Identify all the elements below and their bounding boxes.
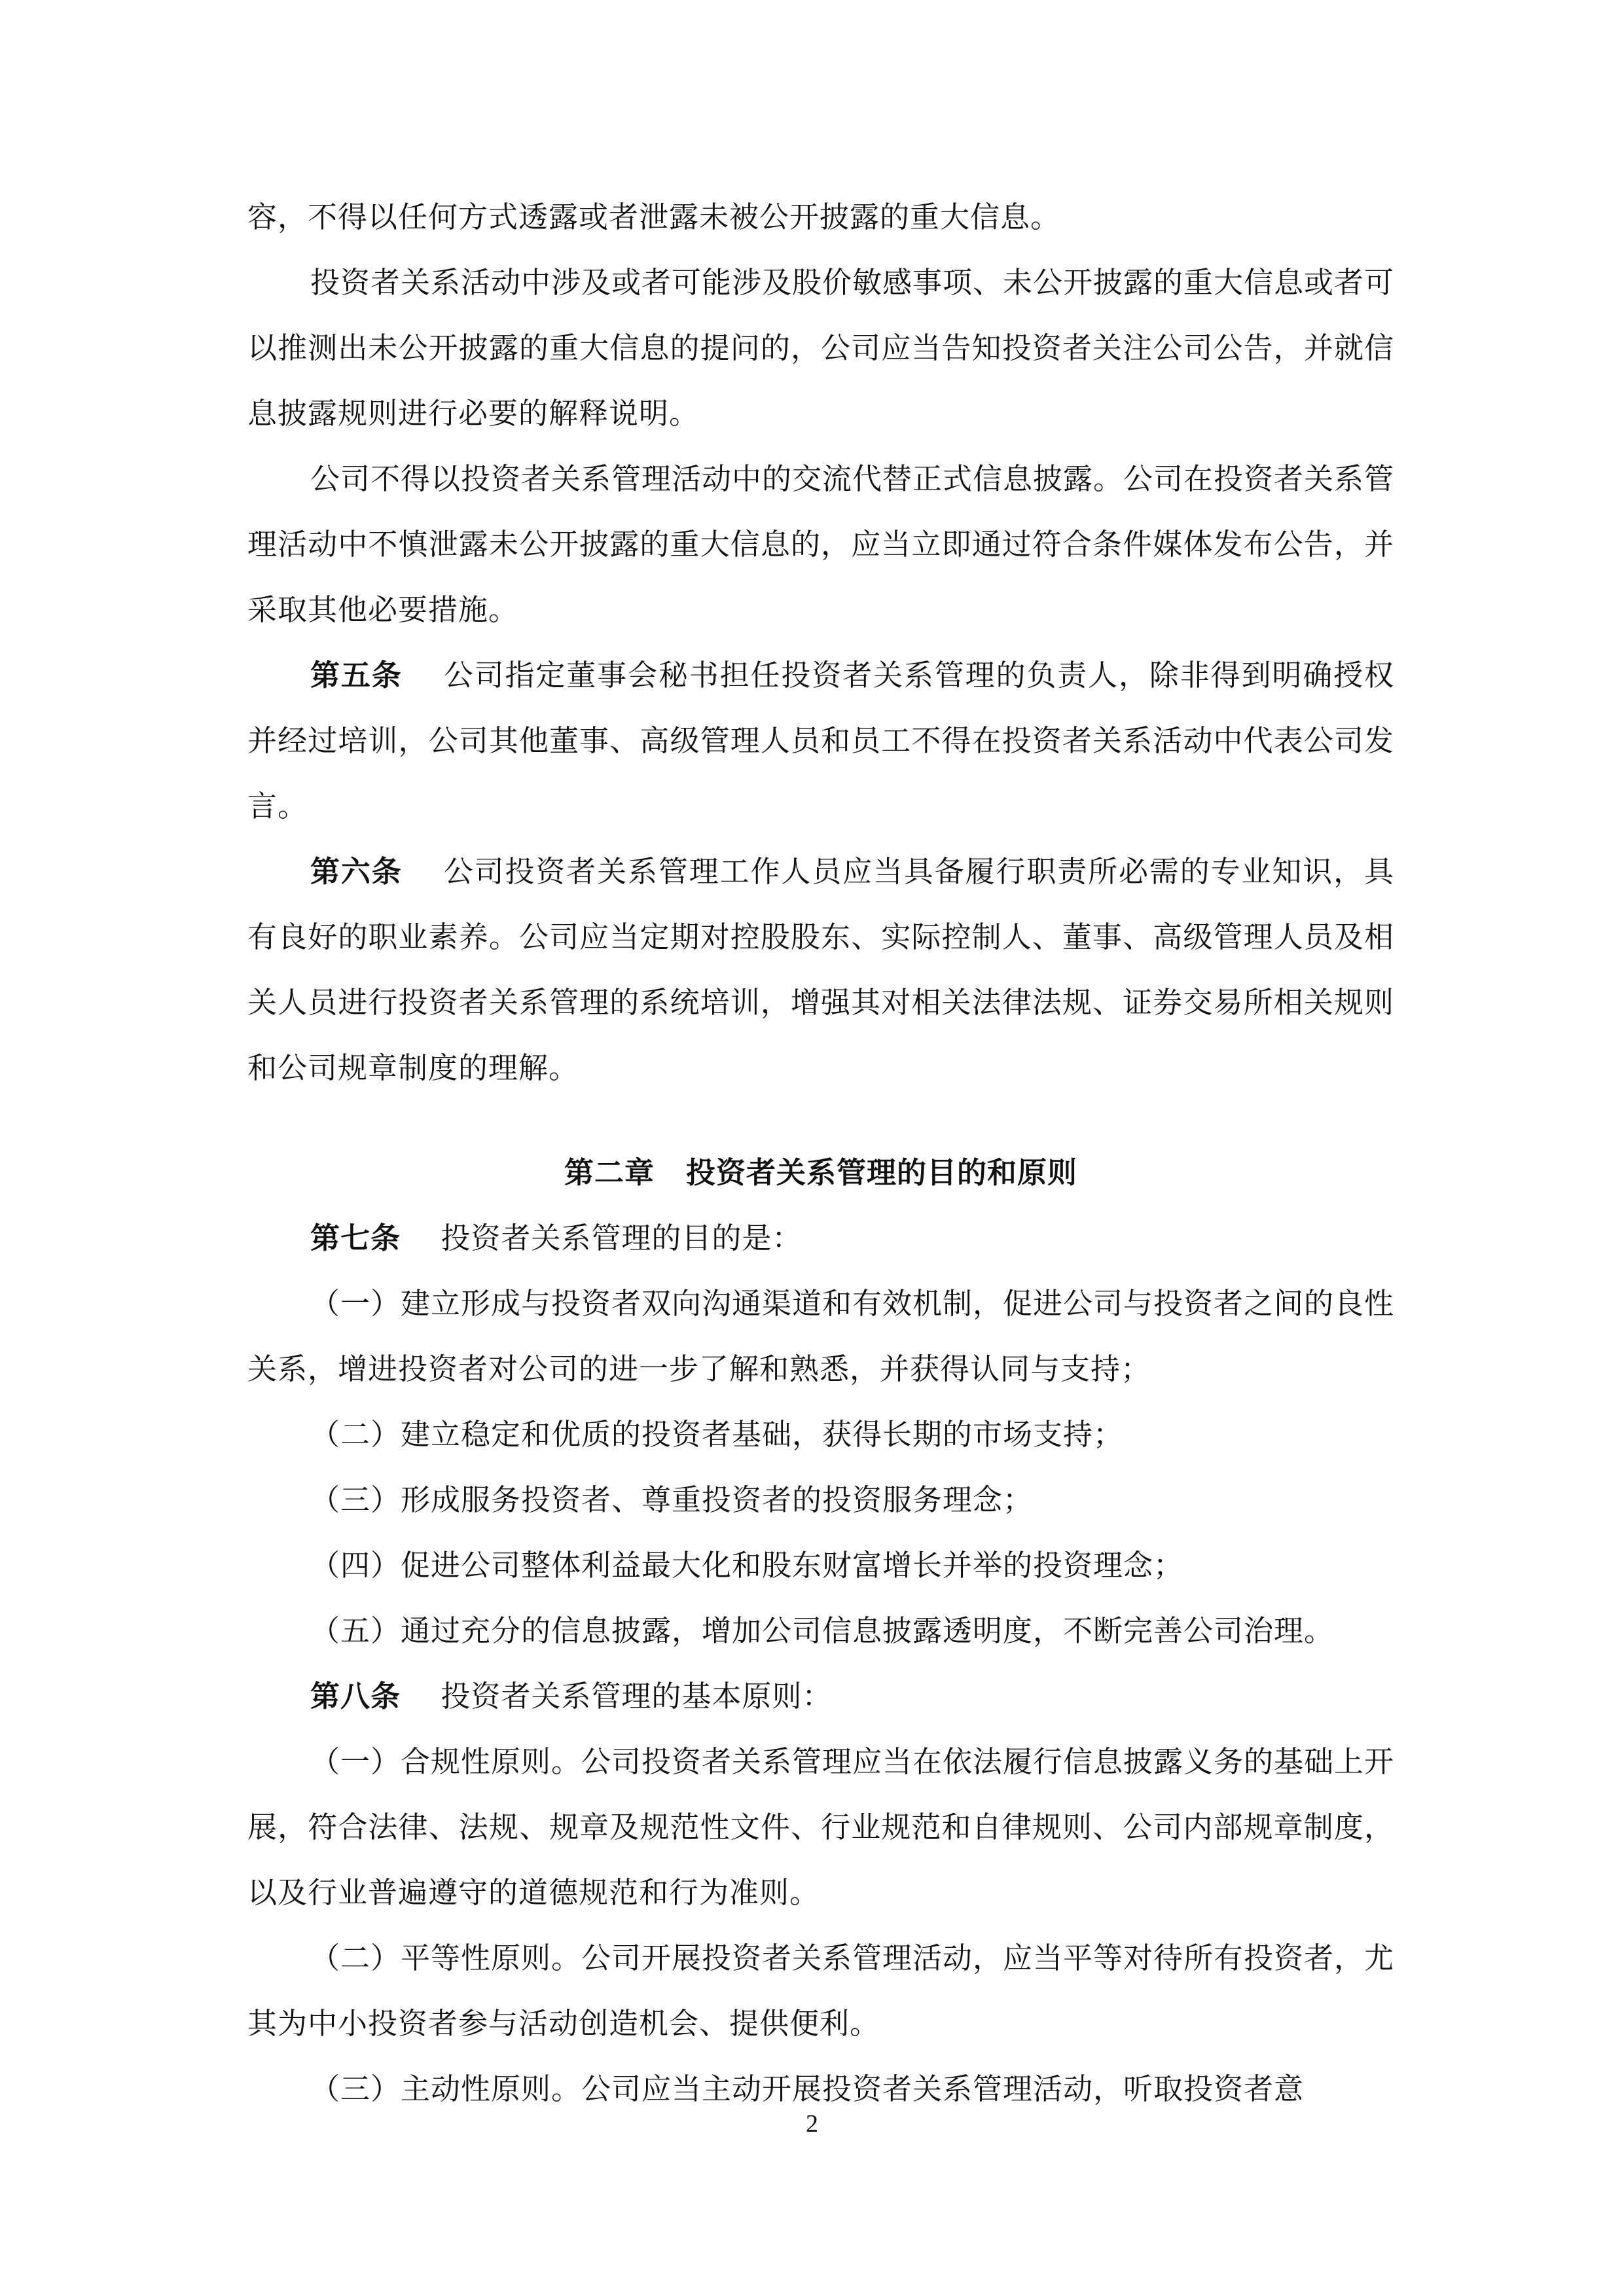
article-6-gap	[413, 854, 443, 889]
purpose-item-1: （一）建立形成与投资者双向沟通渠道和有效机制，促进公司与投资者之间的良性关系，增进投资者对公司的进一步了解和熟悉，并获得认同与支持；	[247, 1286, 1395, 1386]
paragraph-continuation: 容，不得以任何方式透露或者泄露未被公开披露的重大信息。	[247, 200, 1061, 234]
purpose-item-2: （二）建立稳定和优质的投资者基础，获得长期的市场支持；	[310, 1417, 1124, 1452]
article-7-label: 第七条	[310, 1221, 401, 1255]
chapter-title: 投资者关系管理的目的和原则	[686, 1155, 1078, 1190]
article-8-text: 投资者关系管理的基本原则：	[441, 1679, 833, 1713]
chapter-number: 第二章	[564, 1155, 655, 1190]
principle-item-2: （二）平等性原则。公司开展投资者关系管理活动，应当平等对待所有投资者，尤其为中小投资者参与活动创造机会、提供便利。	[247, 1941, 1395, 2041]
purpose-item-3: （三）形成服务投资者、尊重投资者的投资服务理念；	[310, 1482, 1034, 1517]
principle-item-1: （一）合规性原则。公司投资者关系管理应当在依法履行信息披露义务的基础上开展，符合法律、法规、规章及规范性文件、行业规范和自律规则、公司内部规章制度，以及行业普遍遵守的道德规范和行为准则。	[247, 1744, 1395, 1910]
article-5-text: 公司指定董事会秘书担任投资者关系管理的负责人，除非得到明确授权并经过培训，公司其他董事、高级管理人员和员工不得在投资者关系活动中代表公司发言。	[247, 658, 1394, 823]
article-5-label: 第五条	[310, 658, 403, 692]
article-6-label: 第六条	[310, 854, 403, 889]
purpose-item-4: （四）促进公司整体利益最大化和股东财富增长并举的投资理念；	[310, 1548, 1184, 1583]
document-body	[247, 185, 1394, 2122]
article-5	[247, 643, 1394, 839]
article-5-gap	[413, 658, 443, 692]
article-8-gap	[410, 1679, 441, 1713]
principle-item-3: （三）主动性原则。公司应当主动开展投资者关系管理活动，听取投资者意	[310, 2072, 1305, 2106]
article-6	[247, 839, 1394, 1101]
article-8-label: 第八条	[310, 1679, 401, 1713]
chapter-heading	[247, 1140, 1394, 1206]
page-number: 2	[806, 2110, 818, 2138]
paragraph-no-substitute-disclosure: 公司不得以投资者关系管理活动中的交流代替正式信息披露。公司在投资者关系管理活动中不慎泄露未公开披露的重大信息的，应当立即通过符合条件媒体发布公告，并采取其他必要措施。	[247, 461, 1395, 627]
article-6-text: 公司投资者关系管理工作人员应当具备履行职责所必需的专业知识，具有良好的职业素养。公司应当定期对控股股东、实际控制人、董事、高级管理人员及相关人员进行投资者关系管理的系统培训，增强其对相关法律法规、证券交易所相关规则和公司规章制度的理解。	[247, 854, 1394, 1085]
article-8	[247, 1664, 1394, 1729]
article-7	[247, 1206, 1394, 1271]
purpose-item-5: （五）通过充分的信息披露，增加公司信息披露透明度，不断完善公司治理。	[310, 1613, 1335, 1648]
paragraph-sensitive-questions: 投资者关系活动中涉及或者可能涉及股价敏感事项、未公开披露的重大信息或者可以推测出未公开披露的重大信息的提问的，公司应当告知投资者关注公司公告，并就信息披露规则进行必要的解释说明。	[247, 265, 1395, 431]
article-7-gap	[410, 1221, 441, 1255]
article-7-text: 投资者关系管理的目的是：	[441, 1221, 803, 1255]
